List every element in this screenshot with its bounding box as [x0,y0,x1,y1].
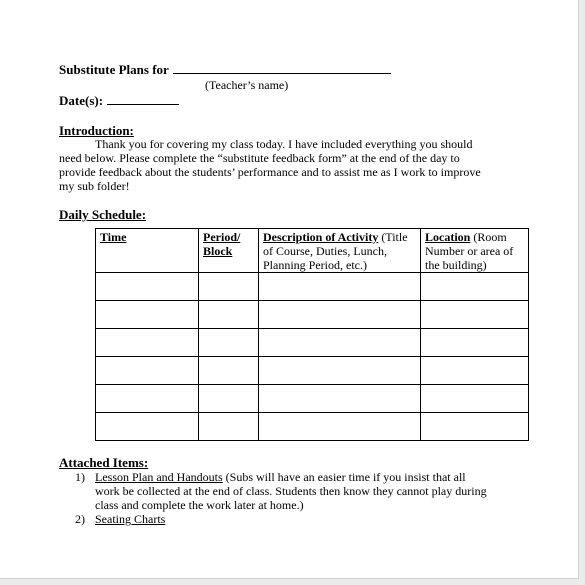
table-cell[interactable] [199,385,259,413]
time-header-label: Time [100,230,127,244]
seating-charts-link[interactable]: Seating Charts [95,512,166,526]
table-cell[interactable] [199,357,259,385]
title-line [59,62,391,78]
description-header-label: Description of Activity [263,230,379,244]
list-item-text: (Subs will have an easier time if you insist that all [222,470,466,484]
table-cell[interactable] [421,273,529,301]
column-header-time [96,229,199,273]
table-cell[interactable] [199,329,259,357]
table-row [96,329,529,357]
table-cell[interactable] [421,301,529,329]
title-label: Substitute Plans for [59,62,169,77]
table-row [96,301,529,329]
table-cell[interactable] [259,273,421,301]
table-cell[interactable] [421,413,529,441]
daily-schedule-heading: Daily Schedule: [59,207,147,222]
table-row [96,385,529,413]
teacher-name-blank [173,62,391,74]
list-item-number: 1) [75,470,85,484]
lesson-plan-link[interactable]: Lesson Plan and Handouts [95,470,223,484]
table-cell[interactable] [421,329,529,357]
table-row [96,273,529,301]
list-item-number: 2) [75,512,85,526]
description-header-detail: Planning Period, etc.) [263,258,367,272]
block-header-label: Block [203,244,233,258]
daily-schedule-table [95,228,529,441]
attached-items-heading: Attached Items: [59,455,149,470]
table-cell[interactable] [421,357,529,385]
description-header-detail: of Course, Duties, Lunch, [263,244,387,258]
table-cell[interactable] [421,385,529,413]
list-item [75,512,505,526]
intro-line: my sub folder! [59,179,130,193]
table-cell[interactable] [96,301,199,329]
introduction-heading: Introduction: [59,123,134,138]
intro-line: need below. Please complete the “substitute feedback form” at the end of the day to [59,151,460,165]
table-cell[interactable] [96,357,199,385]
intro-line: provide feedback about the students’ performance and to assist me as I work to improve [59,165,481,179]
teacher-name-caption: (Teacher’s name) [205,78,289,92]
table-cell[interactable] [199,301,259,329]
table-cell[interactable] [259,385,421,413]
location-header-detail: the building) [425,258,487,272]
table-cell[interactable] [96,273,199,301]
list-item-text: class and complete the work later at home.) [95,498,304,512]
table-row [96,413,529,441]
description-header-detail: (Title [378,230,408,244]
table-cell[interactable] [259,301,421,329]
table-cell[interactable] [259,413,421,441]
attached-items-list [75,470,505,526]
table-cell[interactable] [96,413,199,441]
column-header-description [259,229,421,273]
location-header-label: Location [425,230,471,244]
table-cell[interactable] [199,413,259,441]
table-row [96,357,529,385]
table-cell[interactable] [96,385,199,413]
column-header-period-block [199,229,259,273]
table-cell[interactable] [199,273,259,301]
location-header-detail: (Room [470,230,507,244]
column-header-location [421,229,529,273]
intro-line: Thank you for covering my class today. I have included everything you should [95,137,473,151]
list-item-text: work be collected at the end of class. Students then know they cannot play during [95,484,487,498]
table-cell[interactable] [96,329,199,357]
date-line [59,93,179,109]
date-label: Date(s): [59,93,104,108]
table-cell[interactable] [259,329,421,357]
location-header-detail: Number or area of [425,244,514,258]
table-cell[interactable] [259,357,421,385]
date-blank [107,93,179,105]
table-header-row [96,229,529,273]
introduction-paragraph [59,137,499,193]
list-item [75,470,505,512]
period-header-label: Period/ [203,230,241,244]
